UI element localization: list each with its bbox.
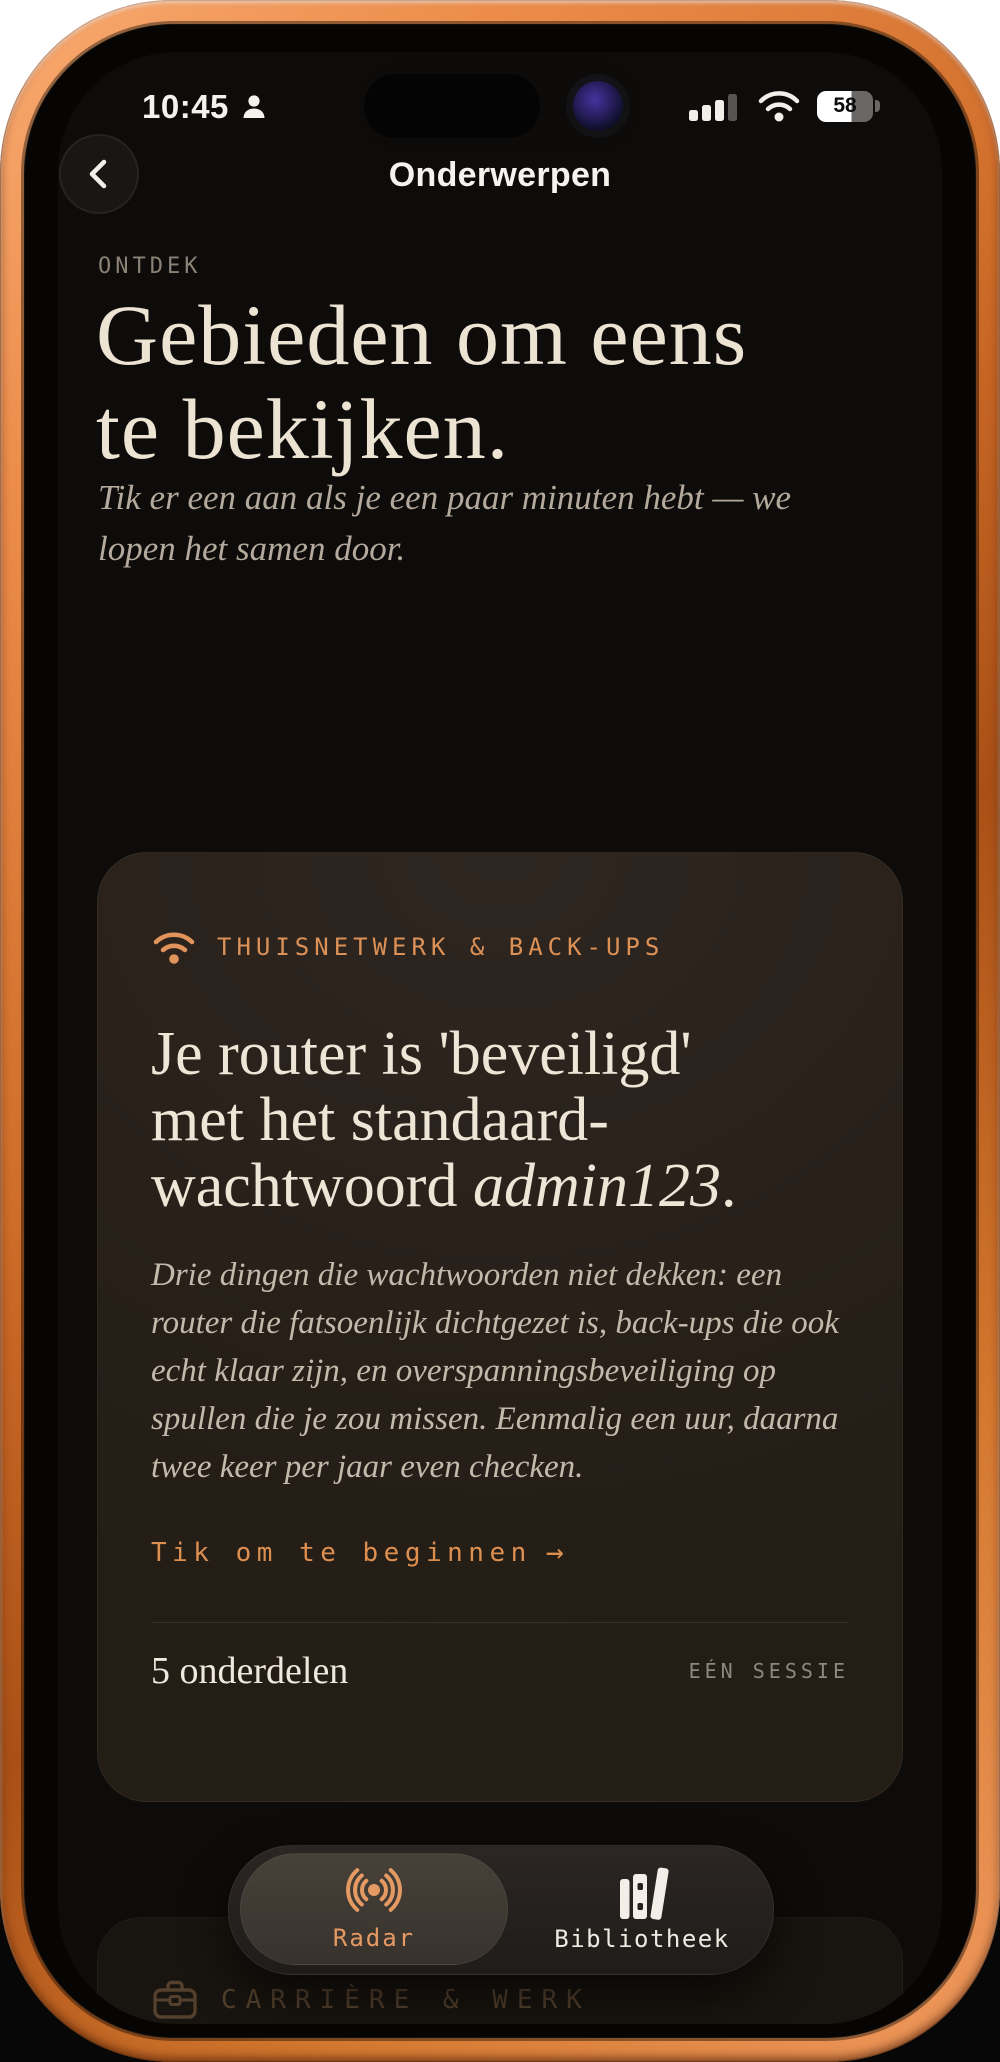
topic-card-footer	[151, 1649, 849, 1693]
next-topic-card-category: CARRIÈRE & WERK	[221, 1985, 591, 2015]
tab-bar	[228, 1845, 774, 1975]
dynamic-island-sensor	[364, 74, 540, 138]
briefcase-icon	[151, 1978, 199, 2022]
topic-card-header	[151, 929, 849, 965]
wifi-icon	[757, 90, 801, 122]
section-eyebrow: ONTDEK	[98, 254, 202, 279]
card-divider	[151, 1622, 849, 1623]
battery-percent: 58	[833, 94, 857, 117]
arrow-right-icon: →	[545, 1535, 564, 1570]
focus-person-icon	[241, 94, 267, 120]
battery-cap	[875, 100, 880, 112]
session-badge: EÉN SESSIE	[688, 1659, 849, 1683]
topic-card-title	[151, 1021, 849, 1219]
next-topic-card-header	[151, 1978, 849, 2022]
tab-library[interactable]	[517, 1853, 767, 1965]
topic-card-title-em: admin123	[472, 1152, 721, 1220]
clock: 10:45	[142, 88, 229, 125]
discover-subtitle-line2: lopen het samen door.	[98, 529, 406, 568]
battery-indicator	[817, 91, 880, 122]
topic-card-title-line1: Je router is 'beveiligd'	[151, 1020, 692, 1088]
topic-card-cta[interactable]	[151, 1535, 849, 1570]
radar-icon	[341, 1866, 407, 1918]
tab-radar[interactable]	[240, 1853, 508, 1965]
status-bar-left	[142, 88, 267, 126]
items-count: 5 onderdelen	[151, 1650, 349, 1692]
cta-label: Tik om te beginnen	[151, 1537, 532, 1568]
discover-subtitle-line1: Tik er een aan als je een paar minuten hebt — we	[98, 478, 792, 517]
app-screen	[58, 52, 942, 2024]
library-books-icon	[615, 1865, 669, 1921]
topic-card-body: Drie dingen die wachtwoorden niet dekken: een router die fatsoenlijk dichtgezet is, back-ups die ook echt klaar zijn, en overspanningsbeveiliging op spullen die je zou missen. Eenmalig een uur, daarna twee keer per jaar even checken.	[151, 1257, 839, 1485]
tab-radar-label: Radar	[332, 1924, 416, 1952]
wifi-category-icon	[151, 929, 197, 965]
page-title: Onderwerpen	[388, 156, 612, 194]
dynamic-island	[358, 60, 642, 152]
tab-library-label: Bibliotheek	[554, 1925, 730, 1953]
status-bar-right	[689, 90, 880, 122]
topic-card[interactable]	[97, 852, 903, 1802]
discover-subtitle	[98, 472, 791, 574]
cellular-signal-icon	[689, 91, 741, 121]
topic-card-category: THUISNETWERK & BACK-UPS	[217, 933, 665, 961]
discover-heading-line1: Gebieden om eens	[96, 287, 748, 383]
front-camera	[566, 74, 630, 138]
topic-card-title-line2: met het standaard-	[151, 1086, 609, 1154]
topic-card-title-line3: wachtwoord admin123.	[151, 1152, 737, 1220]
discover-heading-line2: te bekijken.	[96, 381, 510, 477]
discover-heading	[96, 288, 747, 476]
battery-body	[817, 91, 873, 122]
